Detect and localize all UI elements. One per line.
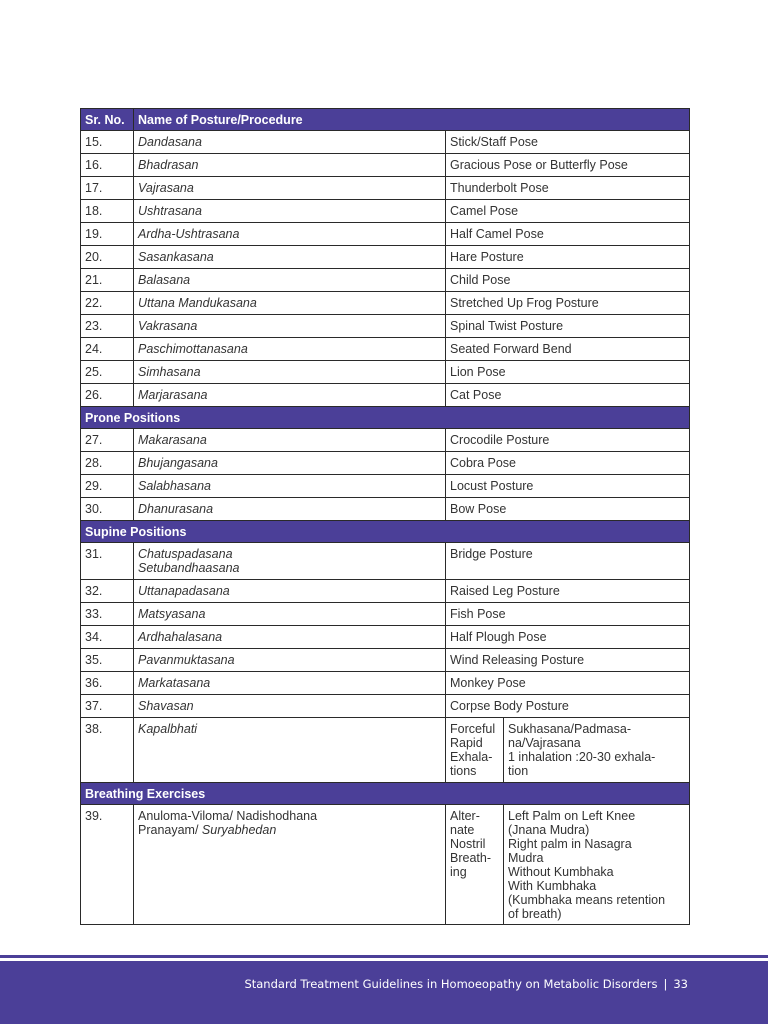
- cell-sr: 30.: [81, 498, 134, 521]
- cell-name: Makarasana: [134, 429, 446, 452]
- footer-divider: [0, 955, 768, 958]
- cell-sr: 17.: [81, 177, 134, 200]
- cell-desc: Half Camel Pose: [446, 223, 690, 246]
- cell-sr: 32.: [81, 580, 134, 603]
- section-prone-positions: Prone Positions: [81, 407, 690, 429]
- cell-desc: Bridge Posture: [446, 543, 690, 580]
- section-supine-positions: Supine Positions: [81, 521, 690, 543]
- cell-name: Vakrasana: [134, 315, 446, 338]
- cell-line: Right palm in Nasagra: [508, 837, 632, 851]
- page-number: 33: [673, 977, 688, 991]
- cell-line: Mudra: [508, 851, 544, 865]
- cell-desc: Raised Leg Posture: [446, 580, 690, 603]
- cell-sr: 21.: [81, 269, 134, 292]
- cell-name: Balasana: [134, 269, 446, 292]
- cell-name: Ardha-Ushtrasana: [134, 223, 446, 246]
- table-header-row: [81, 109, 690, 131]
- table-row: [81, 338, 690, 361]
- postures-table: [80, 108, 690, 925]
- cell-sr: 20.: [81, 246, 134, 269]
- cell-name: Ushtrasana: [134, 200, 446, 223]
- cell-sr: 27.: [81, 429, 134, 452]
- cell-desc: Wind Releasing Posture: [446, 649, 690, 672]
- cell-desc: Gracious Pose or Butterfly Pose: [446, 154, 690, 177]
- table-row: [81, 452, 690, 475]
- cell-sr: 34.: [81, 626, 134, 649]
- table-body-b: [81, 429, 690, 521]
- cell-name: Shavasan: [134, 695, 446, 718]
- cell-line: Without Kumbhaka: [508, 865, 614, 879]
- cell-desc: Locust Posture: [446, 475, 690, 498]
- cell-line: ing: [450, 865, 467, 879]
- cell-sr: 24.: [81, 338, 134, 361]
- table-row: [81, 429, 690, 452]
- cell-name: [134, 805, 446, 925]
- table-body-c: [81, 580, 690, 718]
- cell-detail: [504, 718, 690, 783]
- cell-line: (Jnana Mudra): [508, 823, 590, 837]
- cell-name: Bhujangasana: [134, 452, 446, 475]
- cell-line: Left Palm on Left Knee: [508, 809, 636, 823]
- table-row: [81, 580, 690, 603]
- header-sr-no: Sr. No.: [81, 109, 134, 131]
- cell-desc: Stretched Up Frog Posture: [446, 292, 690, 315]
- cell-desc: Spinal Twist Posture: [446, 315, 690, 338]
- cell-name: Dhanurasana: [134, 498, 446, 521]
- cell-sr: 16.: [81, 154, 134, 177]
- cell-desc: Half Plough Pose: [446, 626, 690, 649]
- cell-sr: 22.: [81, 292, 134, 315]
- table-row: [81, 543, 690, 580]
- cell-name: Bhadrasan: [134, 154, 446, 177]
- cell-line: Exhala-: [450, 750, 493, 764]
- cell-line: tion: [508, 764, 529, 778]
- section-row-supine: [81, 521, 690, 543]
- cell-line: of breath): [508, 907, 562, 921]
- cell-desc: Child Pose: [446, 269, 690, 292]
- cell-desc: Bow Pose: [446, 498, 690, 521]
- table-row: [81, 695, 690, 718]
- cell-name: Pavanmuktasana: [134, 649, 446, 672]
- cell-name: Sasankasana: [134, 246, 446, 269]
- cell-name: Markatasana: [134, 672, 446, 695]
- cell-sr: 26.: [81, 384, 134, 407]
- table-row: [81, 672, 690, 695]
- section-breathing-exercises: Breathing Exercises: [81, 783, 690, 805]
- table-row: [81, 498, 690, 521]
- cell-line: 1 inhalation :20-30 exhala-: [508, 750, 656, 764]
- cell-line: Forceful: [450, 722, 496, 736]
- cell-sr: 18.: [81, 200, 134, 223]
- cell-sr: 15.: [81, 131, 134, 154]
- cell-line: nate: [450, 823, 475, 837]
- table-row: [81, 475, 690, 498]
- name-line-2-plain: Pranayam/: [138, 823, 202, 837]
- cell-line: tions: [450, 764, 477, 778]
- header-name: Name of Posture/Procedure: [134, 109, 690, 131]
- table-row: [81, 246, 690, 269]
- cell-sr: 39.: [81, 805, 134, 925]
- name-line-1: Anuloma-Viloma/ Nadishodhana: [138, 809, 318, 823]
- cell-sr: 36.: [81, 672, 134, 695]
- cell-line: Sukhasana/Padmasa-: [508, 722, 631, 736]
- table-body-a: [81, 131, 690, 407]
- footer-title: Standard Treatment Guidelines in Homoeopathy on Metabolic Disorders: [244, 977, 658, 991]
- cell-sr: 29.: [81, 475, 134, 498]
- table-row: [81, 269, 690, 292]
- cell-name: Marjarasana: [134, 384, 446, 407]
- cell-desc: Cobra Pose: [446, 452, 690, 475]
- name-line-2: Setubandhaasana: [138, 561, 240, 575]
- cell-desc: Hare Posture: [446, 246, 690, 269]
- name-line-2-italic: Suryabhedan: [201, 823, 277, 837]
- cell-desc: Fish Pose: [446, 603, 690, 626]
- postures-table-container: [80, 108, 689, 925]
- table-row-39: [81, 805, 690, 925]
- cell-desc: Monkey Pose: [446, 672, 690, 695]
- cell-line: With Kumbhaka: [508, 879, 597, 893]
- table-row: [81, 200, 690, 223]
- cell-line: Rapid: [450, 736, 483, 750]
- cell-desc: Seated Forward Bend: [446, 338, 690, 361]
- cell-line: na/Vajrasana: [508, 736, 581, 750]
- cell-desc: Thunderbolt Pose: [446, 177, 690, 200]
- cell-type: [446, 718, 504, 783]
- table-row: [81, 649, 690, 672]
- cell-sr: 31.: [81, 543, 134, 580]
- table-row: [81, 361, 690, 384]
- cell-desc: Lion Pose: [446, 361, 690, 384]
- cell-name: Salabhasana: [134, 475, 446, 498]
- cell-desc: Crocodile Posture: [446, 429, 690, 452]
- cell-type: [446, 805, 504, 925]
- cell-line: (Kumbhaka means retention: [508, 893, 666, 907]
- table-row: [81, 154, 690, 177]
- cell-name: [134, 543, 446, 580]
- cell-name: Paschimottanasana: [134, 338, 446, 361]
- cell-name: Kapalbhati: [134, 718, 446, 783]
- section-row-breathing: [81, 783, 690, 805]
- cell-desc: Stick/Staff Pose: [446, 131, 690, 154]
- table-row: [81, 315, 690, 338]
- table-row: [81, 177, 690, 200]
- name-line-1: Chatuspadasana: [138, 547, 233, 561]
- cell-sr: 35.: [81, 649, 134, 672]
- cell-name: Dandasana: [134, 131, 446, 154]
- cell-name: Vajrasana: [134, 177, 446, 200]
- cell-line: Alter-: [450, 809, 480, 823]
- section-row-prone: [81, 407, 690, 429]
- cell-sr: 37.: [81, 695, 134, 718]
- cell-desc: Corpse Body Posture: [446, 695, 690, 718]
- cell-sr: 38.: [81, 718, 134, 783]
- cell-sr: 23.: [81, 315, 134, 338]
- cell-sr: 25.: [81, 361, 134, 384]
- cell-line: Breath-: [450, 851, 491, 865]
- table-row: [81, 384, 690, 407]
- footer-separator: |: [663, 977, 668, 991]
- cell-name: Ardhahalasana: [134, 626, 446, 649]
- footer-text: [244, 977, 688, 991]
- table-row-38: [81, 718, 690, 783]
- cell-sr: 28.: [81, 452, 134, 475]
- cell-detail: [504, 805, 690, 925]
- cell-name: Matsyasana: [134, 603, 446, 626]
- table-row: [81, 292, 690, 315]
- table-row: [81, 223, 690, 246]
- cell-desc: Camel Pose: [446, 200, 690, 223]
- table-row: [81, 626, 690, 649]
- cell-name: Uttanapadasana: [134, 580, 446, 603]
- table-row: [81, 131, 690, 154]
- cell-name: Simhasana: [134, 361, 446, 384]
- table-row: [81, 603, 690, 626]
- cell-desc: Cat Pose: [446, 384, 690, 407]
- cell-sr: 19.: [81, 223, 134, 246]
- footer-bar: [0, 961, 768, 1024]
- cell-sr: 33.: [81, 603, 134, 626]
- cell-line: Nostril: [450, 837, 486, 851]
- cell-name: Uttana Mandukasana: [134, 292, 446, 315]
